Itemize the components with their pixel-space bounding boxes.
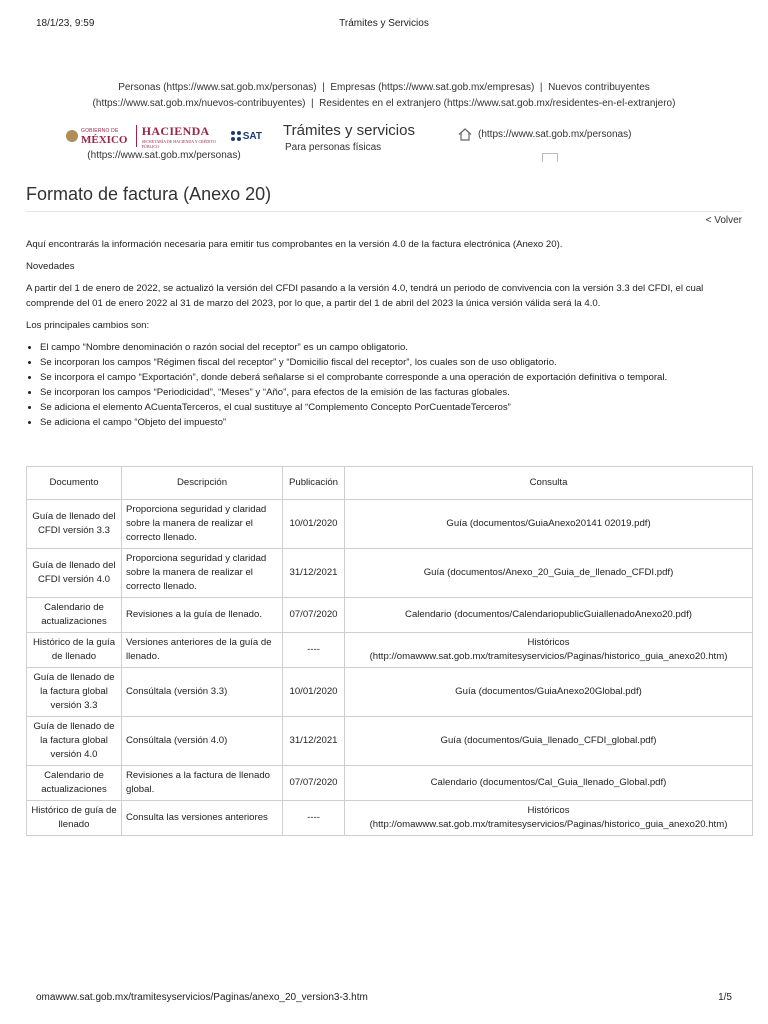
site-title: Trámites y servicios	[283, 122, 415, 139]
table-row	[27, 549, 753, 598]
footer-url: omawww.sat.gob.mx/tramitesyservicios/Paginas/anexo_20_version3-3.htm	[36, 992, 368, 1003]
gob-line-2: MÉXICO	[81, 134, 128, 146]
cell-publicacion: ----	[283, 801, 345, 836]
cell-consulta-link[interactable]: Históricos (http://omawww.sat.gob.mx/tramitesyservicios/Paginas/historico_guia_anexo20.htm)	[345, 801, 753, 836]
print-date: 18/1/23, 9:59	[36, 18, 95, 29]
cell-documento: Calendario de actualizaciones	[27, 598, 122, 633]
nav-link-nuevos-contribuyentes-url[interactable]: (https://www.sat.gob.mx/nuevos-contribuyentes)	[92, 98, 306, 109]
novedades-heading: Novedades	[26, 261, 75, 272]
sat-text: SAT	[242, 130, 262, 142]
table-row	[27, 598, 753, 633]
cell-descripcion: Versiones anteriores de la guía de llenado.	[122, 633, 283, 668]
cell-publicacion: ----	[283, 633, 345, 668]
cell-descripcion: Consulta las versiones anteriores	[122, 801, 283, 836]
cell-publicacion: 31/12/2021	[283, 717, 345, 766]
cell-descripcion: Revisiones a la factura de llenado global.	[122, 766, 283, 801]
cell-documento: Calendario de actualizaciones	[27, 766, 122, 801]
cell-consulta-link[interactable]: Guía (documentos/Anexo_20_Guia_de_llenado_CFDI.pdf)	[345, 549, 753, 598]
cell-documento: Guía de llenado del CFDI versión 4.0	[27, 549, 122, 598]
gobierno-mexico-logo	[66, 127, 131, 145]
nav-link-nuevos-contribuyentes[interactable]: Nuevos contribuyentes	[548, 82, 650, 93]
cell-descripcion: Proporciona seguridad y claridad sobre la manera de realizar el correcto llenado.	[122, 549, 283, 598]
cambios-intro: Los principales cambios son:	[26, 320, 150, 331]
home-link[interactable]	[458, 128, 631, 141]
cell-consulta-link[interactable]: Históricos (http://omawww.sat.gob.mx/tramitesyservicios/Paginas/historico_guia_anexo20.htm)	[345, 633, 753, 668]
seal-icon	[66, 130, 78, 142]
cell-consulta-link[interactable]: Guía (documentos/Guia_llenado_CFDI_global.pdf)	[345, 717, 753, 766]
sat-logo	[231, 131, 262, 142]
hacienda-logo	[142, 124, 225, 149]
menu-icon[interactable]	[542, 153, 558, 162]
column-header: Descripción	[122, 467, 283, 500]
sat-dots-icon	[231, 131, 241, 141]
column-header: Publicación	[283, 467, 345, 500]
novedades-text: A partir del 1 de enero de 2022, se actualizó la versión del CFDI pasando a la versión 4.0, tendrá un periodo de convivencia con la versión 3.3 del CFDI, el cual comprende del 01 de enero 2022 al 31 de marzo del 2023, por lo que, a partir del 1 de abril del 2023 la única versión válida será la 4.0.	[26, 283, 704, 309]
site-subtitle: Para personas físicas	[285, 142, 382, 153]
column-header: Documento	[27, 467, 122, 500]
table-row	[27, 717, 753, 766]
table-row	[27, 500, 753, 549]
cambios-list	[26, 340, 742, 430]
list-item: • Se incorpora el campo “Exportación”, donde deberá señalarse si el comprobante corresponde a una operación de exportación definitiva o temporal.	[40, 370, 742, 385]
intro-text: Aquí encontrarás la información necesaria para emitir tus comprobantes en la versión 4.0 de la factura electrónica (Anexo 20).	[26, 239, 563, 250]
table-row	[27, 766, 753, 801]
cell-publicacion: 10/01/2020	[283, 500, 345, 549]
brand-header	[0, 122, 768, 167]
home-icon	[458, 128, 472, 141]
cell-documento: Histórico de la guía de llenado	[27, 633, 122, 668]
column-header: Consulta	[345, 467, 753, 500]
nav-separator: |	[322, 82, 325, 93]
list-item: • Se incorporan los campos “Régimen fiscal del receptor” y “Domicilio fiscal del receptor”, los cuales son de uso obligatorio.	[40, 355, 742, 370]
page-number: 1/5	[718, 992, 732, 1003]
cell-documento: Guía de llenado del CFDI versión 3.3	[27, 500, 122, 549]
logo-divider	[136, 125, 137, 147]
print-footer	[36, 992, 732, 1003]
nav-separator: |	[539, 82, 543, 93]
list-item: • Se adiciona el elemento ACuentaTerceros, el cual sustituye al “Complemento Concepto PorCuentadeTerceros”	[40, 400, 742, 415]
nav-link-residentes[interactable]: Residentes en el extranjero (https://www.sat.gob.mx/residentes-en-el-extranjero)	[319, 98, 676, 109]
logo-group[interactable]	[66, 122, 262, 150]
cell-consulta-link[interactable]: Calendario (documentos/CalendariopublicGuiallenadoAnexo20.pdf)	[345, 598, 753, 633]
cell-documento: Guía de llenado de la factura global versión 3.3	[27, 668, 122, 717]
logo-link-url[interactable]: (https://www.sat.gob.mx/personas)	[87, 150, 241, 161]
print-title: Trámites y Servicios	[339, 18, 429, 29]
cell-descripcion: Proporciona seguridad y claridad sobre la manera de realizar el correcto llenado.	[122, 500, 283, 549]
cell-descripcion: Revisiones a la guía de llenado.	[122, 598, 283, 633]
table-row	[27, 633, 753, 668]
cell-consulta-link[interactable]: Guía (documentos/GuiaAnexo20141 02019.pdf)	[345, 500, 753, 549]
cell-publicacion: 07/07/2020	[283, 766, 345, 801]
cell-descripcion: Consúltala (versión 3.3)	[122, 668, 283, 717]
cell-consulta-link[interactable]: Guía (documentos/GuiaAnexo20Global.pdf)	[345, 668, 753, 717]
table-row	[27, 668, 753, 717]
page-content	[26, 237, 742, 430]
cell-descripcion: Consúltala (versión 4.0)	[122, 717, 283, 766]
top-navigation	[30, 80, 738, 112]
cell-documento: Histórico de guía de llenado	[27, 801, 122, 836]
page-title: Formato de factura (Anexo 20)	[26, 184, 272, 204]
cell-publicacion: 31/12/2021	[283, 549, 345, 598]
list-item: • Se incorporan los campos “Periodicidad”, “Meses” y “Año”, para efectos de la emisión de las facturas globales.	[40, 385, 742, 400]
nav-link-personas[interactable]: Personas (https://www.sat.gob.mx/personas)	[118, 82, 317, 93]
table-row	[27, 801, 753, 836]
gob-line-1: GOBIERNO DE	[81, 128, 119, 134]
table-header-row	[27, 467, 753, 500]
home-link-url: (https://www.sat.gob.mx/personas)	[478, 129, 632, 140]
back-link[interactable]: < Volver	[705, 215, 742, 226]
list-item: • Se adiciona el campo “Objeto del impuesto”	[40, 415, 742, 430]
cell-publicacion: 10/01/2020	[283, 668, 345, 717]
cell-publicacion: 07/07/2020	[283, 598, 345, 633]
cell-consulta-link[interactable]: Calendario (documentos/Cal_Guia_llenado_Global.pdf)	[345, 766, 753, 801]
cell-documento: Guía de llenado de la factura global versión 4.0	[27, 717, 122, 766]
documents-table	[26, 466, 753, 836]
list-item: • El campo “Nombre denominación o razón social del receptor” es un campo obligatorio.	[40, 340, 742, 355]
nav-separator: |	[310, 98, 314, 109]
nav-link-empresas[interactable]: Empresas (https://www.sat.gob.mx/empresas)	[330, 82, 535, 93]
hacienda-text: HACIENDA	[141, 123, 210, 138]
hacienda-subtext: SECRETARÍA DE HACIENDA Y CRÉDITO PÚBLICO	[141, 138, 216, 149]
title-divider	[26, 211, 742, 212]
